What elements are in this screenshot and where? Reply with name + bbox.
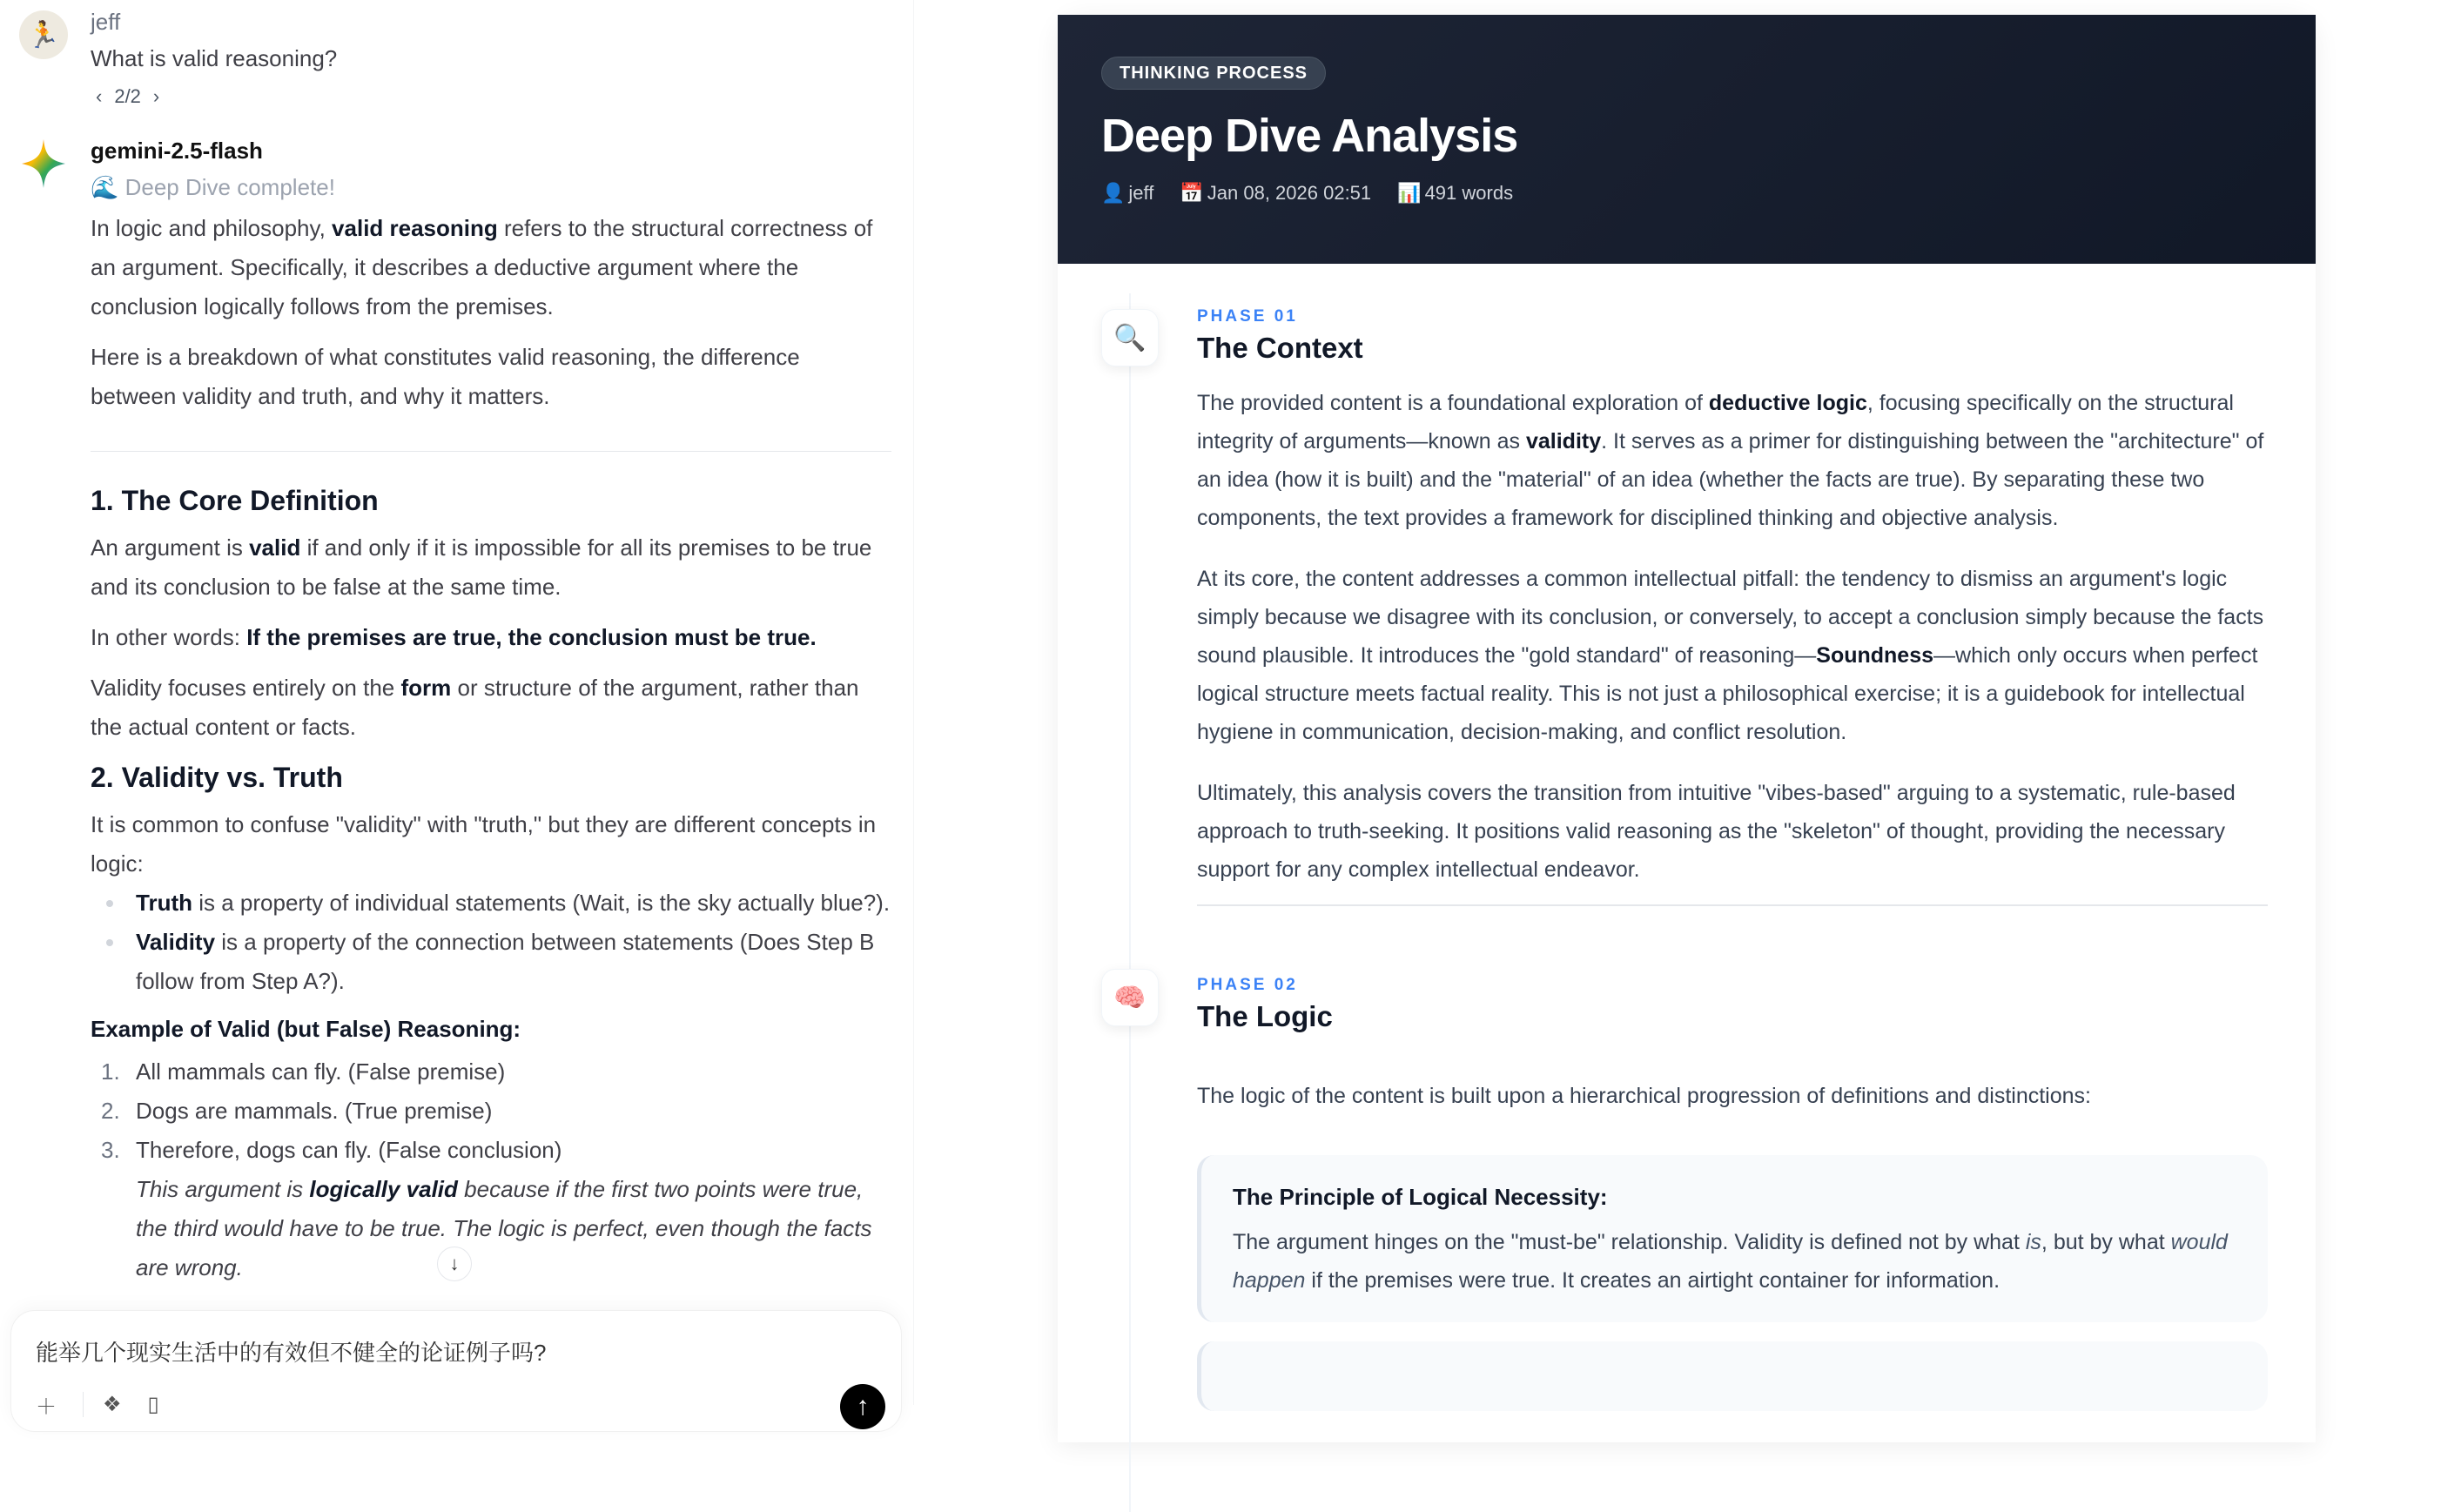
paragraph: At its core, the content addresses a common intellectual pitfall: the tendency to dismiss an argument's logic simply because we disagree with its conclusion, or conversely, to accept a conclusion simply because the facts sound plausible. It introduces the "gold standard" of reasoning—Soundness—which only occurs when perfect logical structure meets factual reality. This is not just a philosophical exercise; it is a guidebook for intellectual hygiene in communication, decision-making, and conflict resolution. [1197,567,2264,744]
gemini-sparkle-icon [19,139,68,188]
paragraph: The logic of the content is built upon a hierarchical progression of definitions and distinctions: [1197,1084,2091,1108]
paragraph: Here is a breakdown of what constitutes valid reasoning, the difference between validity and truth, and why it matters. [91,344,800,409]
list-item: Truth is a property of individual statements (Wait, is the sky actually blue?). [136,884,891,923]
phase-02 [1058,976,2316,1411]
user-message: What is valid reasoning? [91,45,338,71]
list-item: 3. Therefore, dogs can fly. (False conclusion) This argument is logically valid because if the first two points were true, the third would have to be true. The logic is perfect, even though the facts are wrong. [136,1131,891,1287]
principle-text: The argument hinges on the "must-be" relationship. Validity is defined not by what is, but by what would happen if the premises were true. It creates an airtight container for information. [1233,1230,2228,1293]
tools-icon[interactable]: ❖ [83,1392,122,1417]
composer-toolbar [36,1389,159,1420]
wave-icon: 🌊 [91,174,119,200]
list-item: 1. All mammals can fly. (False premise) [101,1058,506,1085]
section-heading: 1. The Core Definition [91,485,379,516]
deep-dive-panel [1058,15,2316,1442]
phase-body [1197,384,2268,889]
example-heading: Example of Valid (but False) Reasoning: [91,1016,521,1042]
arrow-up-icon: ↑ [856,1392,870,1421]
panel-title: Deep Dive Analysis [1101,110,1518,162]
paragraph: In other words: If the premises are true, the conclusion must be true. [91,624,817,650]
assistant-message [91,209,891,1287]
paragraph: The provided content is a foundational exploration of deductive logic, focusing specifically on the structural integrity of arguments—known as validity. It serves as a primer for distinguishing between the "architecture" of an idea (how it is built) and the "material" of an idea (whether the facts are true). By separating these two components, the text provides a framework for disciplined thinking and objective analysis. [1197,391,2264,530]
pager-count: 2/2 [114,85,141,107]
chevron-right-icon[interactable]: › [152,85,160,107]
panel-header [1058,15,2316,264]
user-name: jeff [91,9,121,35]
plus-icon[interactable]: ＋ [36,1395,57,1419]
runner-avatar-icon: 🏃 [27,20,60,50]
message-input[interactable]: 能举几个现实生活中的有效但不健全的论证例子吗? [36,1340,547,1366]
thinking-badge: THINKING PROCESS [1101,57,1326,90]
status-text: Deep Dive complete! [124,174,335,200]
bar-chart-icon: 📊 [1397,182,1422,204]
section-heading: 2. Validity vs. Truth [91,762,343,793]
principle-title: The Principle of Logical Necessity: [1233,1184,1608,1210]
brain-icon: 🧠 [1101,969,1159,1026]
numbered-list [101,1052,891,1287]
model-name: gemini-2.5-flash [91,138,263,164]
principle-card [1197,1155,2268,1322]
paragraph: It is common to confuse "validity" with "truth," but they are different concepts in logic: [91,811,877,877]
example-note: This argument is logically valid because if the first two points were true, the third would have to be true. The logic is perfect, even though the facts are wrong. [136,1176,872,1280]
paragraph: In logic and philosophy, valid reasoning refers to the structural correctness of an argument. Specifically, it describes a deductive argument where the conclusion logically follows from the premises. [91,215,873,319]
person-icon: 👤 [1101,182,1126,204]
list-item: 2. Dogs are mammals. (True premise) [101,1098,493,1124]
meta-words: 📊 491 words [1397,182,1514,204]
paragraph: An argument is valid if and only if it is impossible for all its premises to be true and its conclusion to be false at the same time. [91,534,872,600]
next-card [1197,1341,2268,1411]
send-button[interactable] [840,1384,885,1429]
bullet-list [136,884,891,1001]
phase-title: The Logic [1197,1000,1333,1032]
response-pager [96,85,159,108]
status-line [91,174,335,201]
phase-01 [1058,307,2316,906]
panel-meta [1101,182,1513,205]
calendar-icon: 📅 [1180,182,1204,204]
meta-date: 📅 Jan 08, 2026 02:51 [1180,182,1372,204]
message-composer[interactable] [10,1310,902,1432]
arrow-down-icon: ↓ [449,1253,460,1274]
chat-pane [0,0,914,1421]
list-item: Validity is a property of the connection between statements (Does Step B follow from Step A?). [136,923,891,1001]
bookmark-icon[interactable]: ▯ [147,1393,159,1416]
scroll-down-button[interactable] [437,1247,472,1281]
phase-title: The Context [1197,332,1363,364]
phase-body [1197,1077,2268,1115]
paragraph: Ultimately, this analysis covers the transition from intuitive "vibes-based" arguing to a systematic, rule-based approach to truth-seeking. It positions valid reasoning as the "skeleton" of thought, providing the necessary support for any complex intellectual endeavor. [1197,781,2236,882]
user-avatar [19,10,68,59]
divider [91,451,891,452]
phase-label: PHASE 02 [1197,976,1298,994]
chevron-left-icon[interactable]: ‹ [96,85,103,107]
paragraph: Validity focuses entirely on the form or structure of the argument, rather than the actual content or facts. [91,675,859,740]
phase-label: PHASE 01 [1197,307,1298,326]
magnifier-icon: 🔍 [1101,309,1159,366]
meta-author: 👤 jeff [1101,182,1154,204]
phase-divider [1197,904,2268,906]
